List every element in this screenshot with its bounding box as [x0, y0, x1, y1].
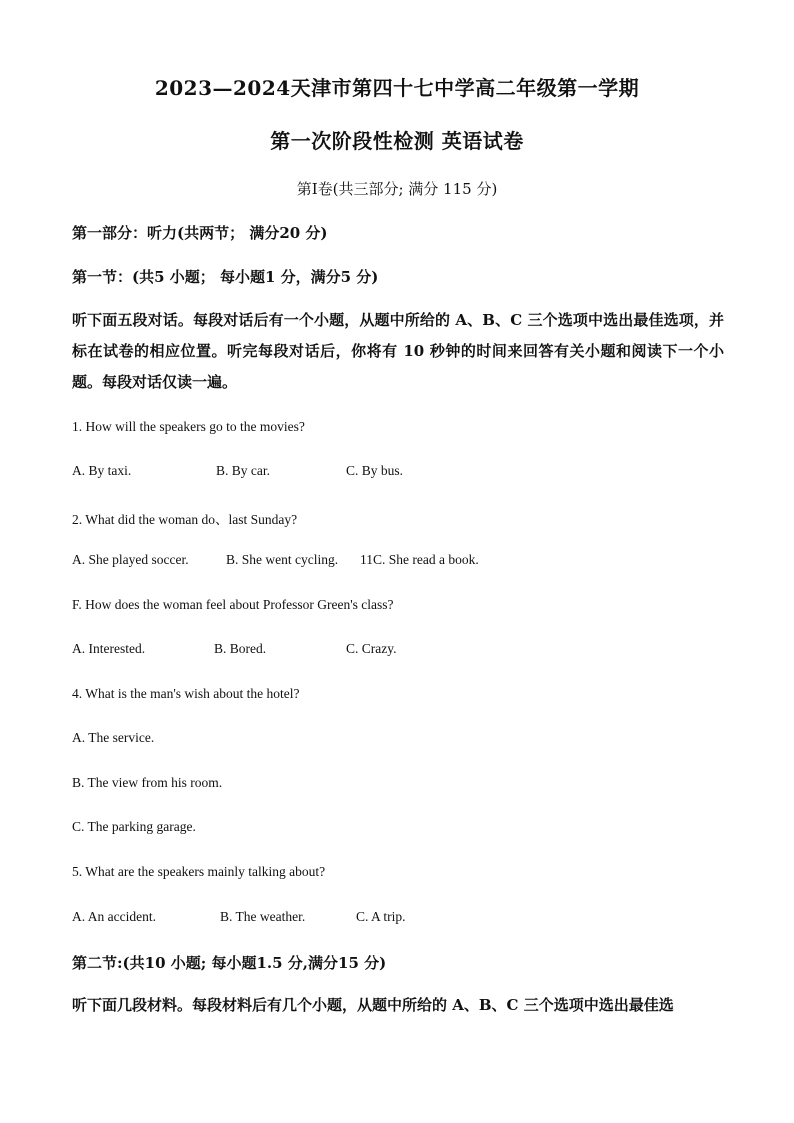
exam-title-line2: 第一次阶段性检测 英语试卷 — [270, 129, 524, 153]
question-5-option-a: A. An accident. — [72, 909, 156, 924]
question-2-option-b: B. She went cycling. — [226, 552, 339, 567]
question-1-option-c: C. By bus. — [346, 463, 404, 478]
question-5-option-c: C. A trip. — [356, 909, 406, 924]
section2-heading: 第二节:(共10 小题; 每小题1.5 分,满分15 分) — [72, 954, 387, 972]
question-5-option-b: B. The weather. — [220, 909, 306, 924]
question-3-option-a: A. Interested. — [72, 641, 146, 656]
question-2-stem: 2. What did the woman do、last Sunday? — [72, 512, 298, 527]
question-1-option-a: A. By taxi. — [72, 463, 132, 478]
volume-info: 第I卷(共三部分; 满分 115 分) — [296, 180, 498, 198]
question-2-option-c: 11C. She read a book. — [360, 552, 479, 567]
question-4-option-a: A. The service. — [72, 730, 155, 745]
section1-instructions: 听下面五段对话。每段对话后有一个小题，从题中所给的 A、B、C 三个选项中选出最佳选项，并标在试卷的相应位置。听完每段对话后，你将有 10 秒钟的时间来回答有关小题和阅读下一个小题。每段对话仅读一遍。 — [72, 311, 724, 391]
section1-heading: 第一节：(共5 小题； 每小题1 分，满分5 分) — [72, 268, 379, 286]
question-4-option-b: B. The view from his room. — [72, 775, 223, 790]
question-4-stem: 4. What is the man's wish about the hotel? — [72, 686, 300, 701]
question-3-option-b: B. Bored. — [214, 641, 267, 656]
question-3-option-c: C. Crazy. — [346, 641, 397, 656]
part1-heading: 第一部分：听力(共两节； 满分20 分) — [72, 224, 328, 242]
question-5-stem: 5. What are the speakers mainly talking about? — [72, 864, 326, 879]
question-2-option-a: A. She played soccer. — [72, 552, 189, 567]
question-1-option-b: B. By car. — [216, 463, 270, 478]
question-4-option-c: C. The parking garage. — [72, 819, 196, 834]
section2-instructions: 听下面几段材料。每段材料后有几个小题，从题中所给的 A、B、C 三个选项中选出最佳选 — [72, 996, 674, 1014]
exam-title-line1: 2023—2024天津市第四十七中学高二年级第一学期 — [154, 76, 640, 100]
question-1-stem: 1. How will the speakers go to the movies? — [72, 419, 305, 434]
question-3-stem: F. How does the woman feel about Professor Green's class? — [72, 597, 394, 612]
